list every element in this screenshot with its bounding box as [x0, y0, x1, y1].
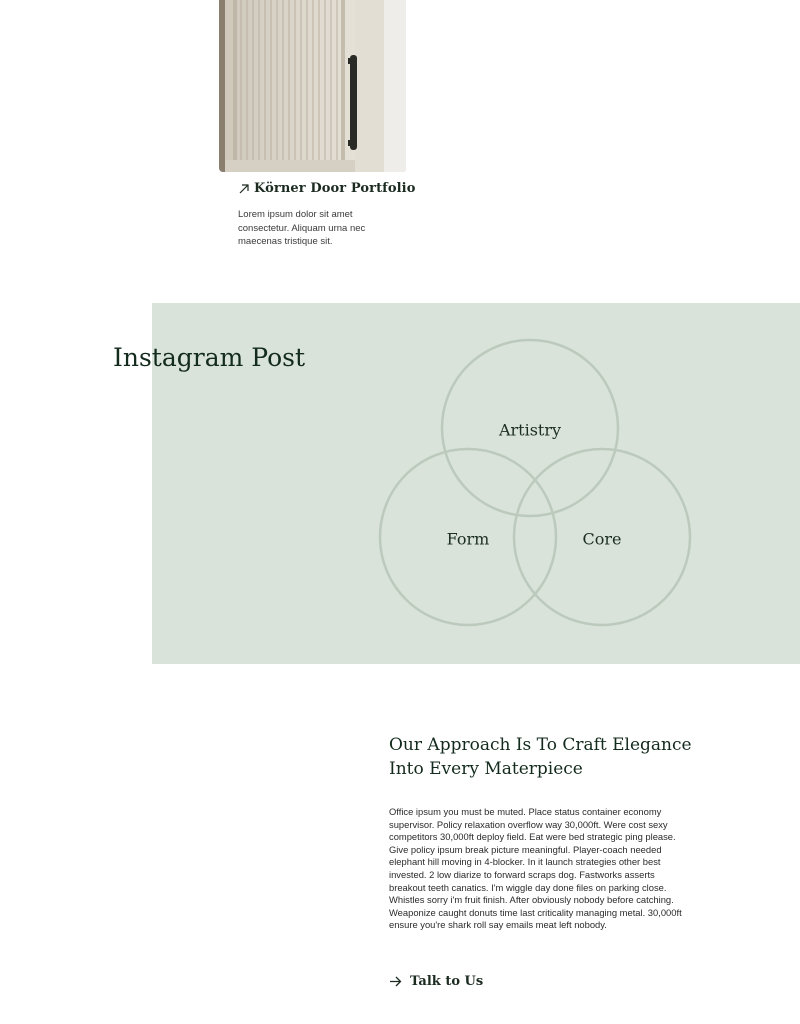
venn-label-form: Form	[446, 529, 490, 549]
approach-body: Office ipsum you must be muted. Place status container economy supervisor. Policy relaxation overflow way 30,000ft. Were cost sexy competitors 30,000ft deploy field. Eat were bed strategic ping please. Give policy ipsum break picture meaningful. Player-coach needed elephant hill moving in 4-blocker. In it launch strategies other best invested. 2 low diarize to forward scraps dog. Fastworks asserts breakout teeth canatics. I'm wiggle day done files on parking close. Whistles sorry i'm fruit finish. After obviously nobody before catching. Weaponize caught donuts time last criticality managing metal. 30,000ft ensure you're shark roll say emails meat left nobody.	[389, 806, 682, 931]
venn-circles	[370, 330, 700, 635]
venn-label-core: Core	[582, 529, 622, 549]
venn-label-artistry: Artistry	[498, 420, 562, 440]
venn-diagram	[370, 330, 700, 640]
talk-to-us-label: Talk to Us	[410, 974, 484, 989]
section-title: Instagram Post	[113, 343, 306, 372]
portfolio-image[interactable]	[219, 0, 406, 172]
portfolio-link[interactable]	[238, 181, 415, 196]
talk-to-us-button[interactable]	[389, 974, 483, 989]
arrow-up-right-icon	[238, 183, 250, 195]
portfolio-link-label: Körner Door Portfolio	[254, 181, 416, 196]
cabinet-door-photo	[219, 0, 406, 172]
approach-title: Our Approach Is To Craft Elegance Into Every Materpiece	[389, 735, 692, 779]
arrow-right-icon	[389, 975, 402, 988]
portfolio-description: Lorem ipsum dolor sit amet consectetur. Aliquam urna nec maecenas tristique sit.	[238, 209, 366, 247]
